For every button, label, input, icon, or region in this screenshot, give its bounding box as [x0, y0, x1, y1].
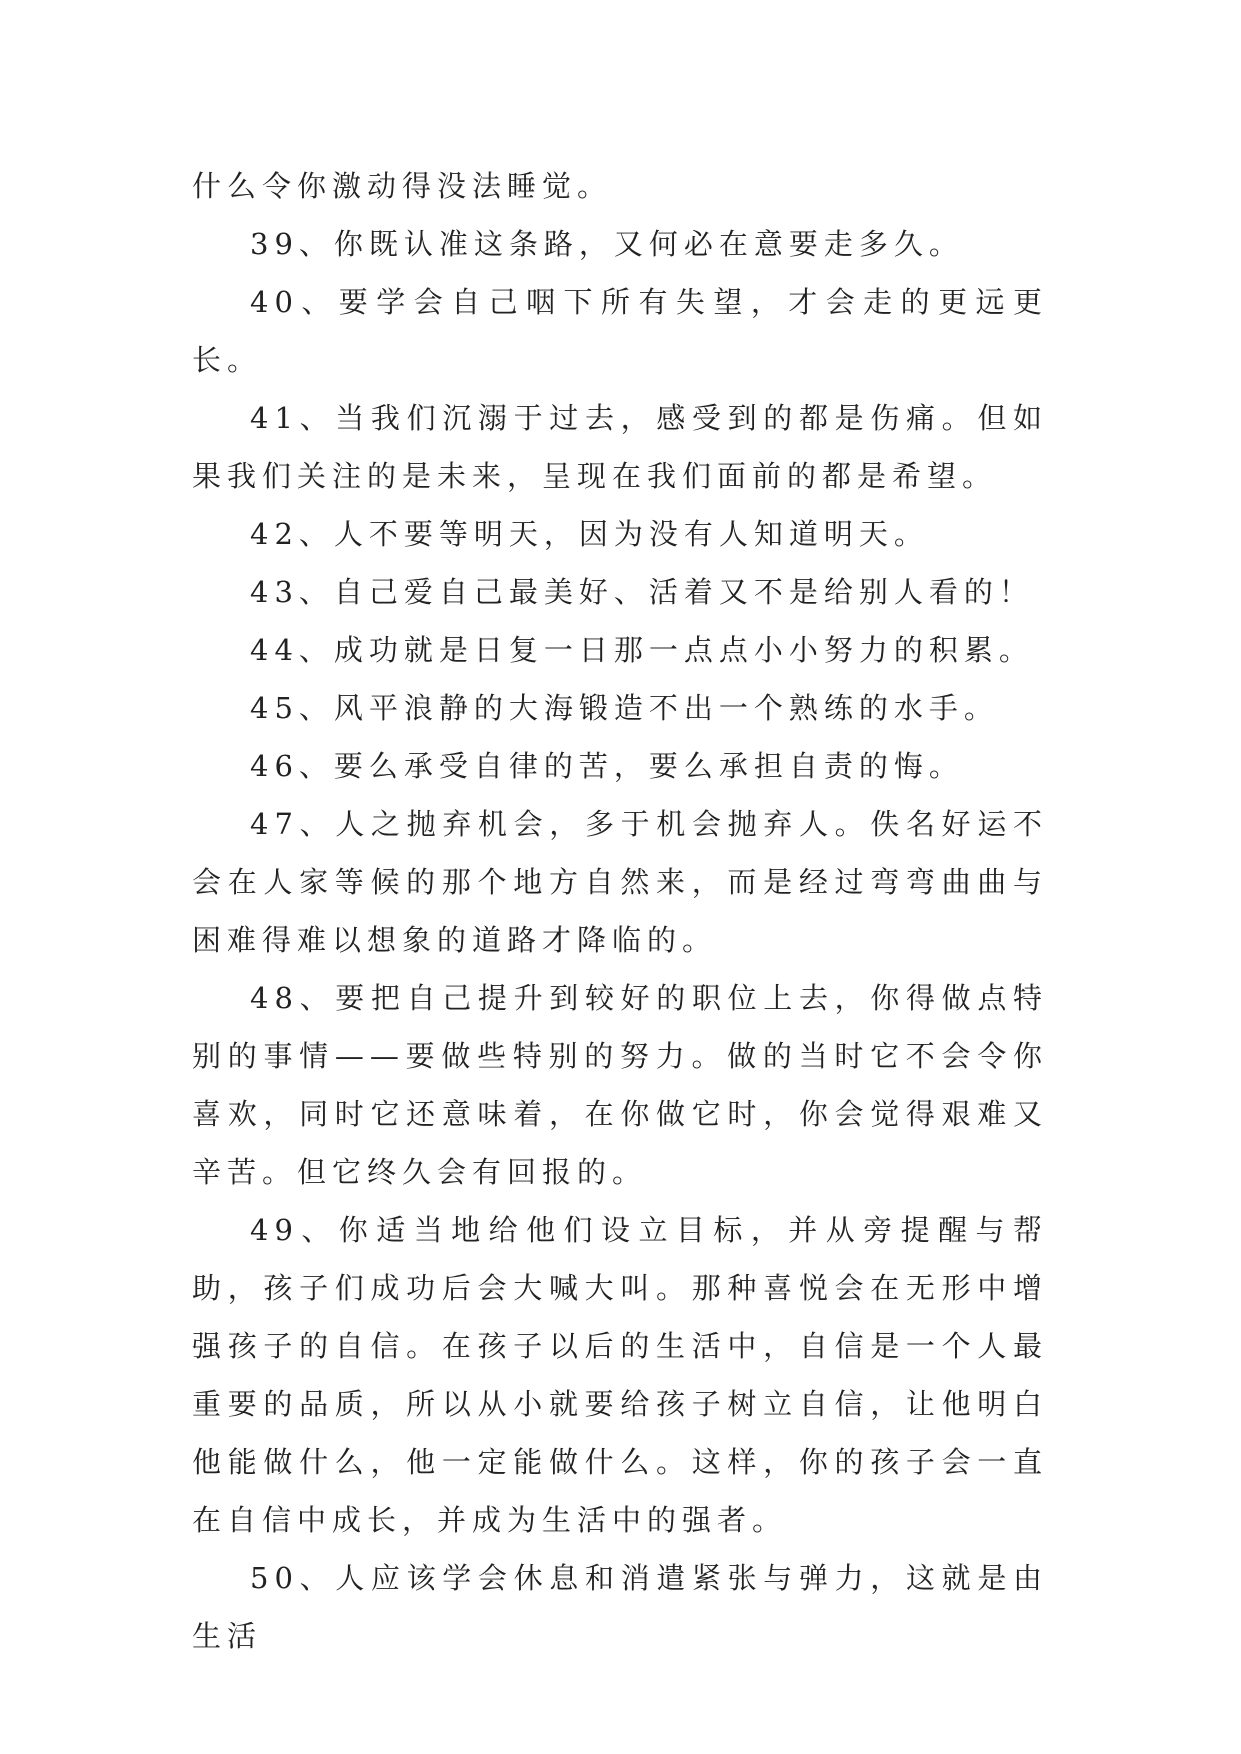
paragraph-40: 40、要学会自己咽下所有失望，才会走的更远更长。 [192, 285, 1048, 377]
paragraph-48: 48、要把自己提升到较好的职位上去，你得做点特别的事情——要做些特别的努力。做的当时它不会令你喜欢，同时它还意味着，在你做它时，你会觉得艰难又辛苦。但它终久会有回报的。 [192, 981, 1048, 1189]
paragraph-44: 44、成功就是日复一日那一点点小小努力的积累。 [250, 633, 1034, 667]
paragraph-47: 47、人之抛弃机会，多于机会抛弃人。佚名好运不会在人家等候的那个地方自然来，而是经过弯弯曲曲与困难得难以想象的道路才降临的。 [192, 807, 1048, 957]
paragraph-41: 41、当我们沉溺于过去，感受到的都是伤痛。但如果我们关注的是未来，呈现在我们面前的都是希望。 [192, 401, 1048, 493]
paragraph-50: 50、人应该学会休息和消遣紧张与弹力，这就是由生活 [192, 1561, 1048, 1653]
document-body [192, 157, 1048, 1665]
paragraph-46: 46、要么承受自律的苦，要么承担自责的悔。 [250, 749, 964, 783]
paragraph-42: 42、人不要等明天，因为没有人知道明天。 [250, 517, 929, 551]
paragraph-continuation: 什么令你激动得没法睡觉。 [192, 169, 613, 203]
paragraph-39: 39、你既认准这条路，又何必在意要走多久。 [250, 227, 964, 261]
paragraph-43: 43、自己爱自己最美好、活着又不是给别人看的！ [250, 575, 1034, 609]
paragraph-49: 49、你适当地给他们设立目标，并从旁提醒与帮助，孩子们成功后会大喊大叫。那种喜悦会在无形中增强孩子的自信。在孩子以后的生活中，自信是一个人最重要的品质，所以从小就要给孩子树立自信，让他明白他能做什么，他一定能做什么。这样，你的孩子会一直在自信中成长，并成为生活中的强者。 [192, 1213, 1048, 1537]
paragraph-45: 45、风平浪静的大海锻造不出一个熟练的水手。 [250, 691, 999, 725]
